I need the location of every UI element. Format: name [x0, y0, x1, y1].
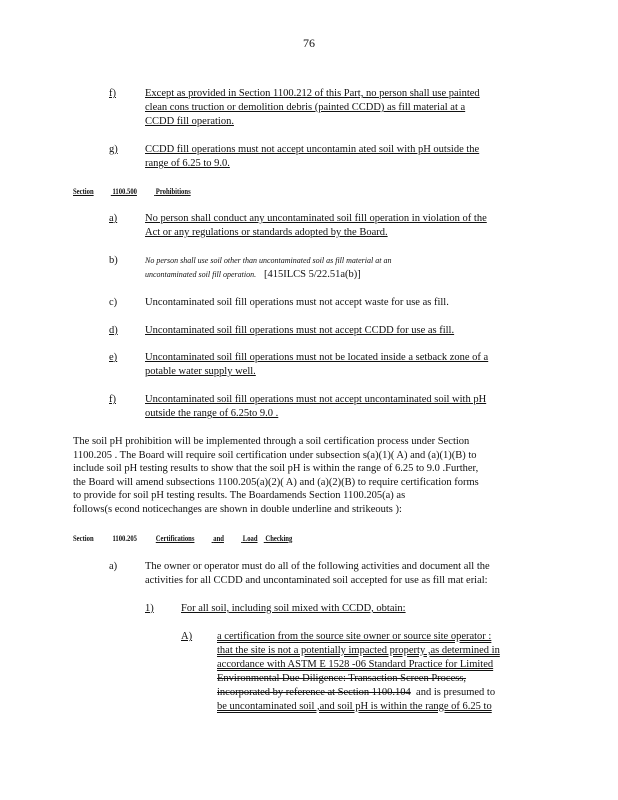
explanatory-paragraph — [73, 435, 543, 517]
section-word: Section — [73, 533, 94, 543]
item-label: f) — [109, 88, 116, 99]
section-word: Section — [73, 186, 94, 196]
section-heading-1100-205 — [73, 533, 327, 543]
item-text-line: and is presumed to — [416, 687, 496, 698]
item-label: a) — [109, 561, 118, 572]
item-text-line: a certification from the source site owner or source site operator : — [217, 631, 492, 642]
item-text-line: outside the range of 6.25to 9.0 . — [145, 408, 279, 419]
item-text-line: Uncontaminated soil fill operations must not be located inside a setback zone of a — [145, 352, 489, 363]
struck-text-line: incorporated by reference at Section 1100.104 — [217, 687, 411, 698]
section-title-part: Load — [242, 533, 258, 543]
item-text-line: Uncontaminated soil fill operations must not accept waste for use as fill. — [145, 297, 449, 308]
section-title-part: Checking — [265, 533, 293, 543]
item-text-line: No person shall conduct any uncontaminated soil fill operation in violation of the — [145, 213, 487, 224]
item-text-line: Uncontaminated soil fill operations must not accept uncontaminated soil with pH — [145, 394, 487, 405]
struck-text-line: Environmental Due Diligence: Transaction Screen Process, — [217, 673, 467, 684]
item-label: b) — [109, 255, 118, 266]
item-text-line: Act or any regulations or standards adopted by the Board. — [145, 227, 388, 238]
item-label: f) — [109, 394, 116, 405]
section-heading-1100-500 — [73, 186, 237, 196]
item-text-line: that the site is not a potentially impacted property ,as determined in — [217, 645, 500, 656]
item-text-line: accordance with ASTM E 1528 -06 Standard Practice for Limited — [217, 659, 494, 670]
section-number: 1100.205 — [112, 533, 137, 543]
item-text-line: For all soil, including soil mixed with CCDD, obtain: — [181, 603, 406, 614]
item-label: g) — [109, 144, 118, 155]
section-title-part: Certifications — [155, 533, 195, 543]
item-text-line — [217, 700, 500, 714]
paragraph-line: the Board will amend subsections 1100.205(a)(2)( A) and (a)(2)(B) to require certification forms — [73, 476, 479, 488]
item-text-line: range of 6.25 to 9.0. — [145, 158, 230, 169]
paragraph-line: The soil pH prohibition will be implemented through a soil certification process under Section — [73, 436, 470, 447]
item-label: 1) — [145, 603, 154, 614]
item-text-line: CCDD fill operations must not accept uncontamin ated soil with pH outside the — [145, 144, 480, 155]
paragraph-line: to provide for soil pH testing results. The Boardamends Section 1100.205(a) as — [73, 490, 406, 502]
item-label: c) — [109, 297, 118, 308]
paragraph-line: follows(s econd noticechanges are shown in double underline and strikeouts ): — [73, 503, 402, 515]
item-text-line: clean cons truction or demolition debris (painted CCDD) as fill material at a — [145, 102, 466, 113]
item-label: a) — [109, 213, 118, 224]
item-text-line: Uncontaminated soil fill operations must not accept CCDD for use as fill. — [145, 325, 455, 336]
section-title — [156, 533, 310, 543]
section-title: Prohibitions — [155, 186, 191, 196]
paragraph-line: include soil pH testing results to show that the soil pH is within the range of 6.25 to 9.0 .Further, — [73, 463, 479, 475]
item-text-line: activities for all CCDD and uncontaminated soil accepted for use as fill mat erial: — [145, 575, 488, 586]
statute-citation: [415ILCS 5/22.51a(b)] — [263, 269, 361, 280]
page-number: 76 — [303, 36, 315, 50]
section-title-part: and — [213, 533, 224, 543]
section-number: 1100.500 — [112, 186, 137, 196]
item-text-line: The owner or operator must do all of the following activities and document all the — [145, 561, 490, 572]
item-text-line: No person shall use soil other than uncontaminated soil as fill material at an — [145, 256, 392, 265]
item-text-line: uncontaminated soil fill operation. — [145, 270, 257, 279]
item-label: d) — [109, 325, 118, 336]
item-text-line: potable water supply well. — [145, 366, 256, 377]
item-label: e) — [109, 352, 118, 363]
paragraph-line: 1100.205 . The Board will require soil certification under subsection s(a)(1)( A) and (a)(1)(B) to — [73, 449, 477, 461]
item-text-segment: be uncontaminated soil ,and soil pH is within the range of 6.25 to — [217, 701, 492, 712]
item-text-line: Except as provided in Section 1100.212 of this Part, no person shall use painted — [145, 88, 480, 99]
item-label: A) — [181, 631, 193, 642]
item-text-line: CCDD fill operation. — [145, 116, 234, 127]
